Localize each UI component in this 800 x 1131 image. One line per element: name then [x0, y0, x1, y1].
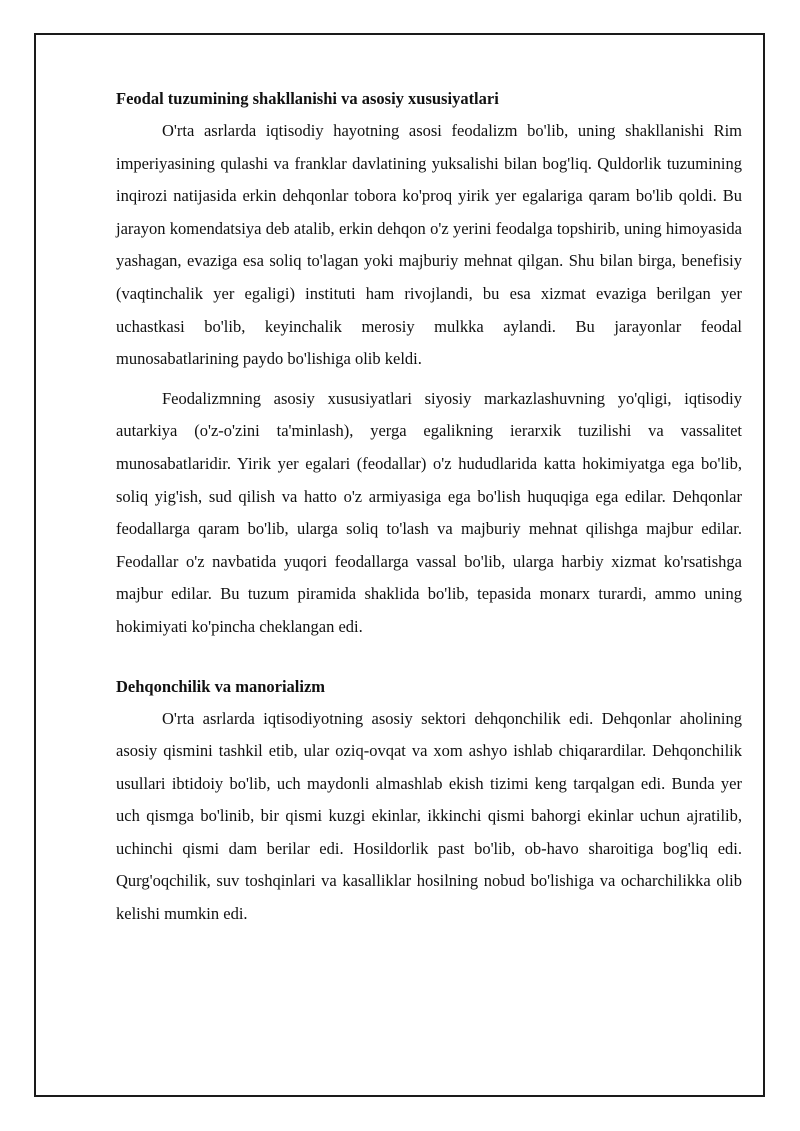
paragraph: O'rta asrlarda iqtisodiyotning asosiy sektori dehqonchilik edi. Dehqonlar aholining asosiy qismini tashkil etib, ular oziq-ovqat va xom ashyo ishlab chiqarardilar. Dehqonchilik usullari ibtidoiy bo'lib, uch maydonli almashlab ekish tizimi keng tarqalgan edi. Bunda yer uch qismga bo'linib, bir qismi kuzgi ekinlar, ikkinchi qismi bahorgi ekinlar uchun ajratilib, uchinchi qismi dam berilar edi. Hosildorlik past bo'lib, ob-havo sharoitiga bog'liq edi. Qurg'oqchilik, suv toshqinlari va kasalliklar hosilning nobud bo'lishiga va ocharchilikka olib kelishi mumkin edi.	[116, 708, 742, 924]
paragraph: O'rta asrlarda iqtisodiy hayotning asosi feodalizm bo'lib, uning shakllanishi Rim imperiyasining qulashi va franklar davlatining yuksalishi bilan bog'liq. Quldorlik tuzumining inqirozi natijasida erkin dehqonlar tobora ko'proq yirik yer egalariga qaram bo'lib qoldi. Bu jarayon komendatsiya deb atalib, erkin dehqon o'z yerini feodalga topshirib, uning himoyasida yashagan, evaziga esa soliq to'lagan yoki majburiy mehnat qilgan. Shu bilan birga, benefisiy (vaqtinchalik yer egaligi) instituti ham rivojlandi, bu esa xizmat evaziga berilgan yer uchastkasi bo'lib, keyinchalik merosiy mulkka aylandi. Bu jarayonlar feodal munosabatlarining paydo bo'lishiga olib keldi.	[116, 121, 742, 369]
section-heading-feodal-tuzum: Feodal tuzumining shakllanishi va asosiy xususiyatlari	[116, 89, 499, 108]
section-heading-dehqonchilik: Dehqonchilik va manorializm	[116, 676, 326, 696]
paragraph: Feodalizmning asosiy xususiyatlari siyosiy markazlashuvning yo'qligi, iqtisodiy autarkiya (o'z-o'zini ta'minlash), yerga egalikning ierarxik tuzilishi va vassalitet munosabatlaridir. Yirik yer egalari (feodallar) o'z hududlarida katta hokimiyatga ega bo'lib, soliq yig'ish, sud qilish va hatto o'z armiyasiga ega bo'lish huquqiga ega edilar. Dehqonlar feodallarga qaram bo'lib, ularga soliq to'lash va majburiy mehnat qilishga majbur edilar. Feodallar o'z navbatida yuqori feodallarga vassal bo'lib, ularga harbiy xizmat ko'rsatishga majbur edilar. Bu tuzum piramida shaklida bo'lib, tepasida monarx turardi, ammo uning hokimiyati ko'pincha cheklangan edi.	[116, 388, 742, 636]
document-body	[116, 82, 742, 938]
